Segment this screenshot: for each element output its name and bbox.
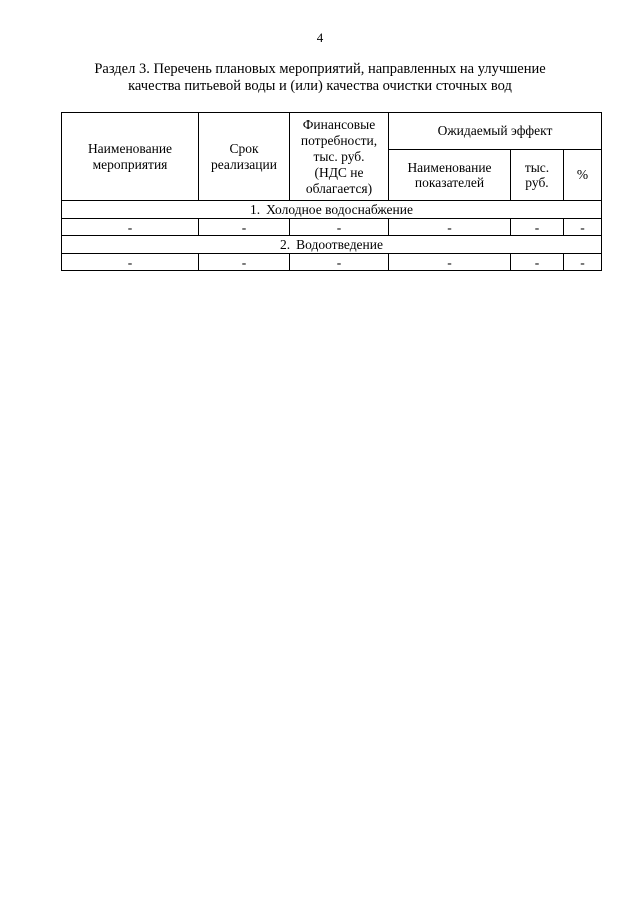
cell-percent: - (564, 254, 602, 271)
table-row (62, 254, 602, 271)
header-term: Срок реализации (199, 113, 290, 201)
heading-line-1: Раздел 3. Перечень плановых мероприятий, направленных на улучшение (94, 61, 546, 77)
header-finance (290, 113, 389, 201)
header-finance-line: Финансовые (302, 116, 376, 132)
cell-thousand-rub: - (511, 254, 564, 271)
section-title: Водоотведение (296, 236, 383, 252)
cell-indicators: - (389, 254, 511, 271)
section-title-cell (62, 236, 602, 254)
cell-indicators: - (389, 219, 511, 236)
section-title-cell (62, 201, 602, 219)
cell-term: - (199, 219, 290, 236)
header-finance-line: (НДС не (314, 164, 364, 180)
section-number: 2. (280, 236, 291, 252)
table-row (62, 219, 602, 236)
page-number: 4 (316, 30, 324, 45)
cell-finance: - (290, 254, 389, 271)
header-expected-effect: Ожидаемый эффект (389, 113, 602, 150)
cell-percent: - (564, 219, 602, 236)
cell-measure-name: - (62, 254, 199, 271)
section-number: 1. (250, 201, 261, 217)
section-row-cold-water (62, 201, 602, 219)
header-percent: % (564, 150, 602, 201)
cell-term: - (199, 254, 290, 271)
cell-thousand-rub: - (511, 219, 564, 236)
header-indicators: Наименование показателей (389, 150, 511, 201)
header-finance-line: потребности, (300, 132, 378, 148)
section-title: Холодное водоснабжение (266, 201, 413, 217)
section-heading (60, 61, 580, 95)
measures-table (61, 112, 602, 271)
section-row-wastewater (62, 236, 602, 254)
cell-measure-name: - (62, 219, 199, 236)
header-thousand-rub: тыс. руб. (511, 150, 564, 201)
heading-line-2: качества питьевой воды и (или) качества очистки сточных вод (128, 78, 512, 94)
cell-finance: - (290, 219, 389, 236)
header-finance-line: тыс. руб. (313, 148, 365, 164)
header-measure-name: Наименование мероприятия (62, 113, 199, 201)
header-finance-line: облагается) (305, 180, 373, 196)
